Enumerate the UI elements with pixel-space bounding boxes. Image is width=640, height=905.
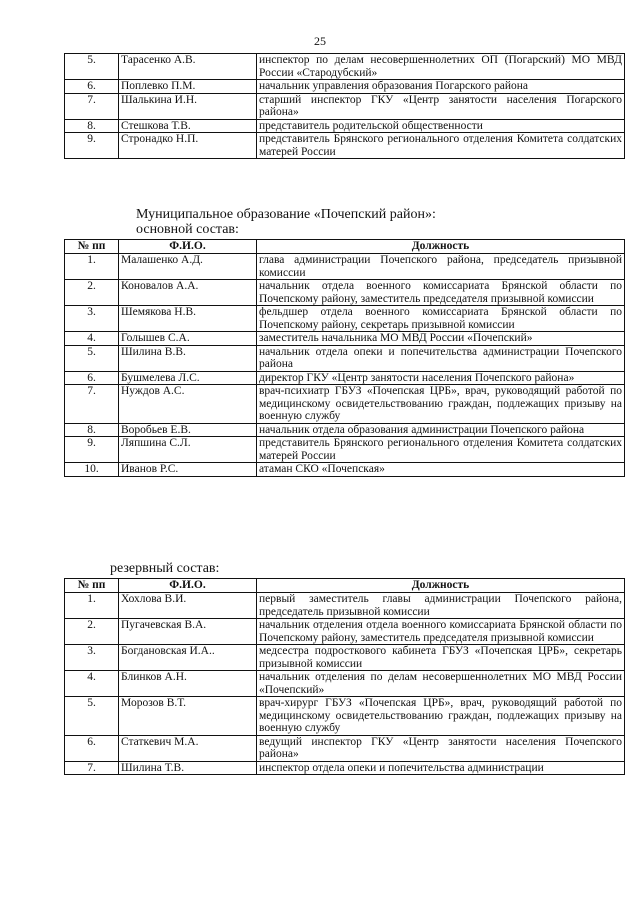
person-name: Морозов В.Т. — [119, 697, 257, 736]
row-number: 10. — [65, 463, 119, 477]
table-body — [65, 54, 625, 159]
person-position: врач-психиатр ГБУЗ «Почепская ЦРБ», врач, руководящий работой по медицинскому освидетельствованию граждан, подлежащих призыву на военную службу — [257, 385, 625, 424]
table-row — [65, 80, 625, 94]
row-number: 7. — [65, 385, 119, 424]
table-row — [65, 254, 625, 280]
row-number: 2. — [65, 280, 119, 306]
header-position: Должность — [257, 579, 625, 593]
row-number: 4. — [65, 671, 119, 697]
person-position: заместитель начальника МО МВД России «Почепский» — [257, 332, 625, 346]
section-title-reserve: резервный состав: — [110, 561, 220, 576]
table-row — [65, 593, 625, 619]
table-row — [65, 697, 625, 736]
person-name: Богдановская И.А.. — [119, 645, 257, 671]
person-name: Поплевко П.М. — [119, 80, 257, 94]
person-position: начальник отделения по делам несовершеннолетних МО МВД России «Почепский» — [257, 671, 625, 697]
row-number: 8. — [65, 423, 119, 437]
row-number: 8. — [65, 119, 119, 133]
table-row — [65, 306, 625, 332]
person-name: Бушмелева Л.С. — [119, 371, 257, 385]
table-row — [65, 645, 625, 671]
person-position: начальник управления образования Погарского района — [257, 80, 625, 94]
section-subtitle-main: основной состав: — [136, 222, 239, 237]
row-number: 1. — [65, 254, 119, 280]
table-row — [65, 93, 625, 119]
person-position: атаман СКО «Почепская» — [257, 463, 625, 477]
commission-table-main — [64, 239, 625, 477]
person-name: Стешкова Т.В. — [119, 119, 257, 133]
person-name: Хохлова В.И. — [119, 593, 257, 619]
person-name: Шилина В.В. — [119, 345, 257, 371]
person-name: Статкевич М.А. — [119, 735, 257, 761]
person-position: начальник отделения отдела военного комиссариата Брянской области по Почепскому району, заместитель председателя призывной комиссии — [257, 619, 625, 645]
person-position: старший инспектор ГКУ «Центр занятости населения Погарского района» — [257, 93, 625, 119]
person-name: Пугачевская В.А. — [119, 619, 257, 645]
person-name: Ляпшина С.Л. — [119, 437, 257, 463]
person-position: начальник отдела военного комиссариата Брянской области по Почепскому району, заместитель председателя призывной комиссии — [257, 280, 625, 306]
header-name: Ф.И.О. — [119, 579, 257, 593]
commission-table-continued — [64, 53, 625, 159]
row-number: 2. — [65, 619, 119, 645]
table-header-row — [65, 579, 625, 593]
person-position: директор ГКУ «Центр занятости населения Почепского района» — [257, 371, 625, 385]
table-body — [65, 593, 625, 775]
row-number: 3. — [65, 645, 119, 671]
row-number: 7. — [65, 93, 119, 119]
person-name: Шалькина И.Н. — [119, 93, 257, 119]
person-position: медсестра подросткового кабинета ГБУЗ «Почепская ЦРБ», секретарь призывной комиссии — [257, 645, 625, 671]
table-row — [65, 735, 625, 761]
row-number: 3. — [65, 306, 119, 332]
row-number: 5. — [65, 54, 119, 80]
person-name: Голышев С.А. — [119, 332, 257, 346]
table-row — [65, 119, 625, 133]
person-name: Стронадко Н.П. — [119, 133, 257, 159]
table-row — [65, 463, 625, 477]
table-row — [65, 385, 625, 424]
person-name: Шилина Т.В. — [119, 761, 257, 775]
person-name: Блинков А.Н. — [119, 671, 257, 697]
table-row — [65, 371, 625, 385]
person-name: Воробьев Е.В. — [119, 423, 257, 437]
person-position: врач-хирург ГБУЗ «Почепская ЦРБ», врач, руководящий работой по медицинскому освидетельствованию граждан, подлежащих призыву на военную службу — [257, 697, 625, 736]
person-position: представитель родительской общественности — [257, 119, 625, 133]
row-number: 6. — [65, 371, 119, 385]
row-number: 5. — [65, 345, 119, 371]
person-name: Тарасенко А.В. — [119, 54, 257, 80]
row-number: 6. — [65, 80, 119, 94]
table-row — [65, 280, 625, 306]
page-number: 25 — [314, 34, 326, 48]
table-row — [65, 437, 625, 463]
table-row — [65, 761, 625, 775]
person-name: Иванов Р.С. — [119, 463, 257, 477]
person-name: Нуждов А.С. — [119, 385, 257, 424]
row-number: 6. — [65, 735, 119, 761]
person-position: ведущий инспектор ГКУ «Центр занятости населения Почепского района» — [257, 735, 625, 761]
person-position: инспектор отдела опеки и попечительства администрации — [257, 761, 625, 775]
person-name: Коновалов А.А. — [119, 280, 257, 306]
person-position: представитель Брянского регионального отделения Комитета солдатских матерей России — [257, 437, 625, 463]
person-position: представитель Брянского регионального отделения Комитета солдатских матерей России — [257, 133, 625, 159]
person-position: инспектор по делам несовершеннолетних ОП (Погарский) МО МВД России «Стародубский» — [257, 54, 625, 80]
row-number: 7. — [65, 761, 119, 775]
row-number: 1. — [65, 593, 119, 619]
person-position: начальник отдела опеки и попечительства администрации Почепского района — [257, 345, 625, 371]
row-number: 5. — [65, 697, 119, 736]
table-row — [65, 133, 625, 159]
table-row — [65, 671, 625, 697]
person-position: фельдшер отдела военного комиссариата Брянской области по Почепскому району, секретарь призывной комиссии — [257, 306, 625, 332]
header-name: Ф.И.О. — [119, 240, 257, 254]
header-num: № пп — [65, 579, 119, 593]
commission-table-reserve — [64, 578, 625, 775]
person-position: начальник отдела образования администрации Почепского района — [257, 423, 625, 437]
person-name: Малашенко А.Д. — [119, 254, 257, 280]
table-row — [65, 54, 625, 80]
table-row — [65, 619, 625, 645]
person-position: первый заместитель главы администрации Почепского района, председатель призывной комиссии — [257, 593, 625, 619]
table-row — [65, 423, 625, 437]
header-num: № пп — [65, 240, 119, 254]
row-number: 9. — [65, 133, 119, 159]
person-position: глава администрации Почепского района, председатель призывной комиссии — [257, 254, 625, 280]
table-header-row — [65, 240, 625, 254]
table-row — [65, 332, 625, 346]
row-number: 9. — [65, 437, 119, 463]
section-title-pochep: Муниципальное образование «Почепский район»: — [136, 207, 436, 222]
row-number: 4. — [65, 332, 119, 346]
table-row — [65, 345, 625, 371]
person-name: Шемякова Н.В. — [119, 306, 257, 332]
header-position: Должность — [257, 240, 625, 254]
table-body — [65, 254, 625, 477]
